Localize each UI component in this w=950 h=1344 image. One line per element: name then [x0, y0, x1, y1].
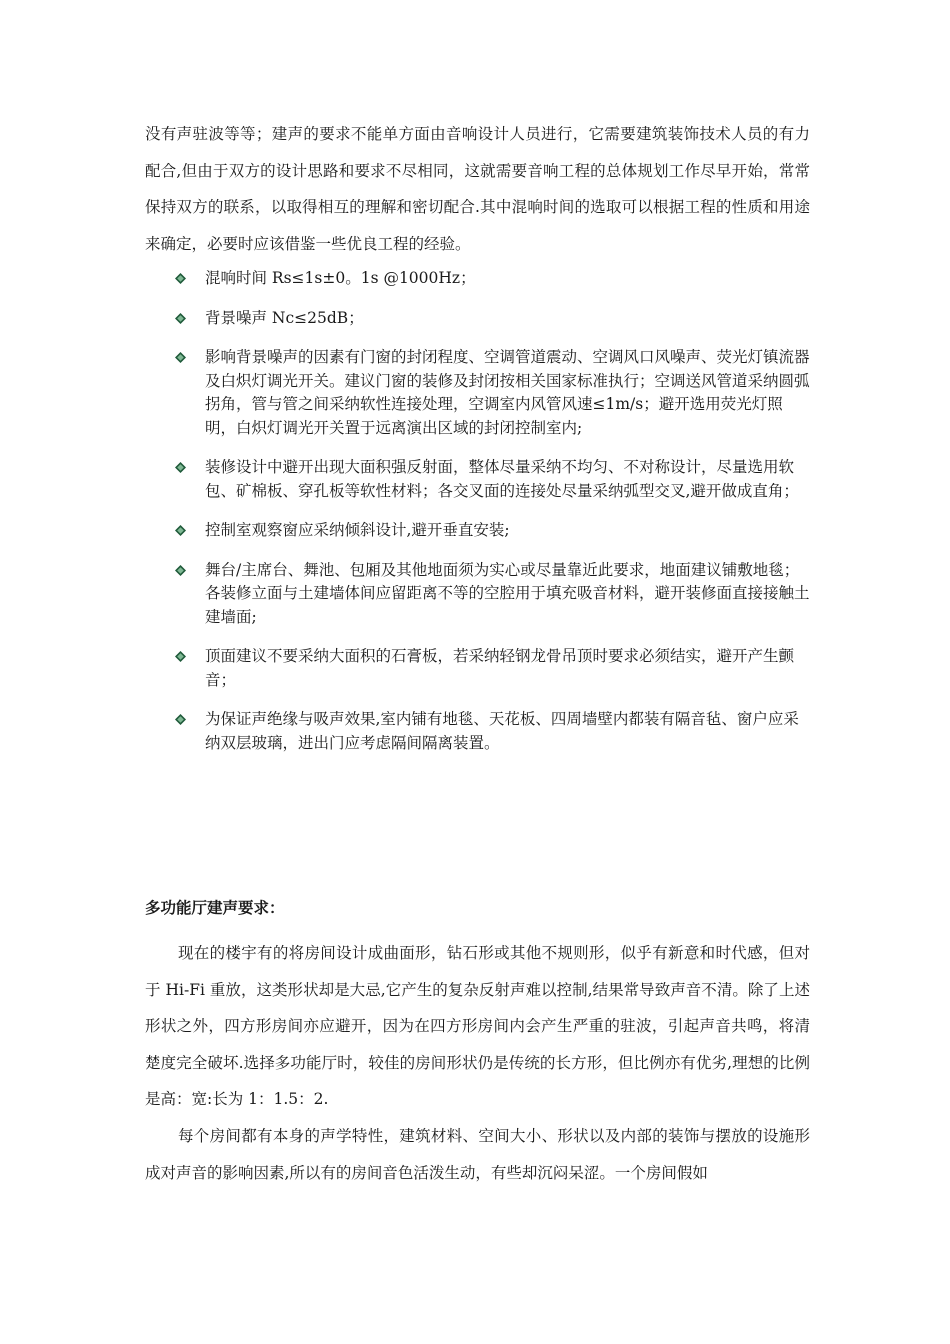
- list-item: [172, 346, 812, 440]
- list-item-text: 控制室观察窗应采纳倾斜设计,避开垂直安装;: [205, 521, 510, 539]
- list-item-text: 顶面建议不要采纳大面积的石膏板，若采纳轻钢龙骨吊顶时要求必须结实，避开产生颤音；: [205, 647, 795, 689]
- diamond-bullet-icon: [175, 565, 186, 576]
- diamond-bullet-icon: [175, 651, 186, 662]
- diamond-bullet-icon: [175, 714, 186, 725]
- diamond-bullet-icon: [175, 352, 186, 363]
- list-item-text: 影响背景噪声的因素有门窗的封闭程度、空调管道震动、空调风口风噪声、荧光灯镇流器及白炽灯调光开关。建议门窗的装修及封闭按相关国家标准执行；空调送风管道采纳圆弧拐角，管与管之间采纳软性连接处理，空调室内风管风速≤1m/s；避开选用荧光灯照明，白炽灯调光开关置于远离演出区域的封闭控制室内;: [205, 348, 810, 437]
- section-heading: 多功能厅建声要求：: [145, 899, 285, 917]
- list-item-text: 为保证声绝缘与吸声效果,室内铺有地毯、天花板、四周墙壁内都装有隔音毡、窗户应采纳双层玻璃，进出门应考虑隔间隔离装置。: [205, 710, 799, 752]
- diamond-bullet-icon: [175, 273, 186, 284]
- list-item-text: 背景噪声 Nc≤25dB；: [205, 308, 364, 327]
- list-item-text: 舞台/主席台、舞池、包厢及其他地面须为实心或尽量靠近此要求，地面建议铺敷地毯；各装修立面与土建墙体间应留距离不等的空腔用于填充吸音材料，避开装修面直接接触土建墙面;: [205, 560, 810, 626]
- diamond-bullet-icon: [175, 313, 186, 324]
- list-item: [172, 456, 812, 503]
- intro-paragraph: 没有声驻波等等；建声的要求不能单方面由音响设计人员进行，它需要建筑装饰技术人员的有力配合,但由于双方的设计思路和要求不尽相同，这就需要音响工程的总体规划工作尽早开始，常常保持双方的联系，以取得相互的理解和密切配合.其中混响时间的选取可以根据工程的性质和用途来确定，必要时应该借鉴一些优良工程的经验。: [145, 125, 810, 253]
- section-paragraph-2: 每个房间都有本身的声学特性，建筑材料、空间大小、形状以及内部的装饰与摆放的设施形成对声音的影响因素,所以有的房间音色活泼生动，有些却沉闷呆涩。一个房间假如: [145, 1127, 810, 1182]
- list-item: [172, 708, 812, 755]
- list-item: [172, 645, 812, 692]
- list-item: [172, 267, 812, 291]
- diamond-bullet-icon: [175, 462, 186, 473]
- diamond-bullet-icon: [175, 525, 186, 536]
- section-paragraph-1: 现在的楼宇有的将房间设计成曲面形，钻石形或其他不规则形，似乎有新意和时代感，但对于 Hi-Fi 重放，这类形状却是大忌,它产生的复杂反射声难以控制,结果常导致声音不清。除了上述形状之外，四方形房间亦应避开，因为在四方形房间内会产生严重的驻波，引起声音共鸣，将清楚度完全破坏.选择多功能厅时，较佳的房间形状仍是传统的长方形，但比例亦有优劣,理想的比例是高：宽:长为 1：1.5：2.: [145, 944, 810, 1108]
- list-item-text: 装修设计中避开出现大面积强反射面，整体尽量采纳不均匀、不对称设计，尽量选用软包、矿棉板、穿孔板等软性材料；各交叉面的连接处尽量采纳弧型交叉,避开做成直角；: [205, 458, 799, 500]
- requirements-list: [172, 267, 812, 771]
- list-item: [172, 307, 812, 331]
- list-item: [172, 559, 812, 630]
- list-item: [172, 519, 812, 543]
- list-item-text: 混响时间 Rs≤1s±0。1s @1000Hz；: [205, 269, 476, 287]
